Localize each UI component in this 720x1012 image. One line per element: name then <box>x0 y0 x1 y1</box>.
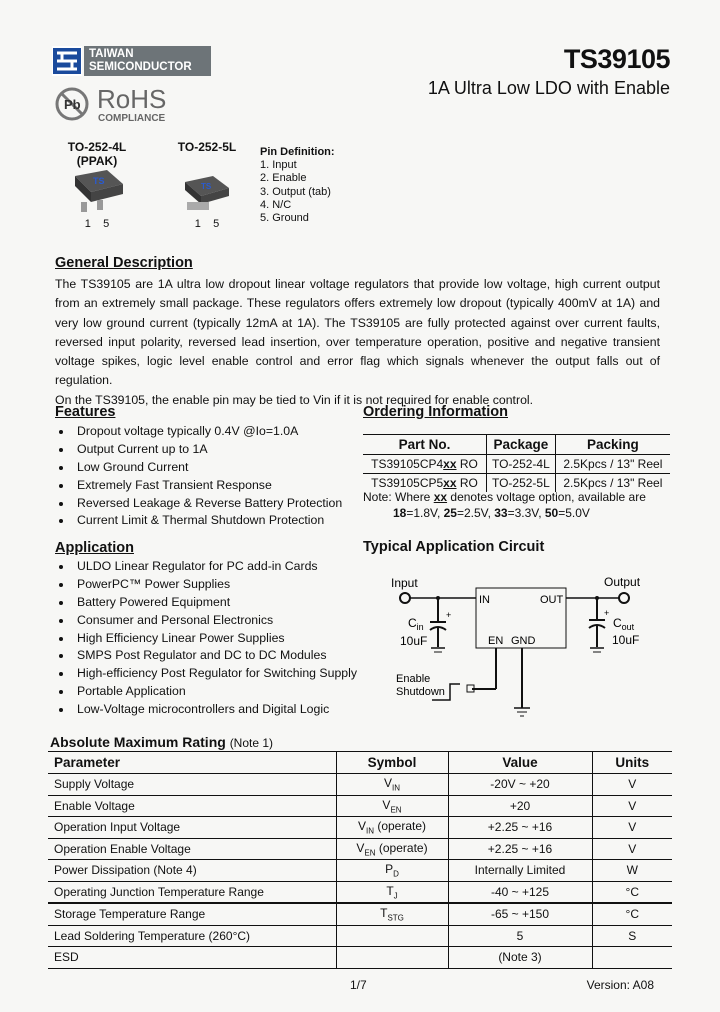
chip-image-icon <box>67 168 127 214</box>
rohs-badge <box>55 84 175 129</box>
package-to252-4l: TO-252-4L (PPAK) TS 1 5 <box>67 140 127 230</box>
ordering-heading: Ordering Information <box>363 404 508 420</box>
svg-text:Output: Output <box>604 575 641 589</box>
list-item: High-efficiency Post Regulator for Switching Supply <box>55 665 357 683</box>
table-row: TS39105CP4xx RO TO-252-4L 2.5Kpcs / 13" Reel <box>363 455 670 474</box>
svg-text:GND: GND <box>511 635 536 647</box>
ordering-note: Note: Where xx denotes voltage option, available are 18=1.8V, 25=2.5V, 33=3.3V, 50=5.0V <box>363 490 646 520</box>
svg-text:TS: TS <box>93 176 105 186</box>
svg-text:+: + <box>446 610 452 620</box>
ordering-table: Part No. Package Packing TS39105CP4xx RO TO-252-4L 2.5Kpcs / 13" Reel TS39105CP5xx RO TO-252-5L 2.5Kpcs / 13" Reel <box>363 434 670 492</box>
table-row: Supply Voltage $V_{IN}$ -20V ~ +20 V <box>48 774 672 796</box>
list-item: Current Limit & Thermal Shutdown Protection <box>55 512 342 530</box>
taiwan-semiconductor-logo-icon <box>52 46 82 76</box>
table-row: Lead Soldering Temperature (260°C) 5 S <box>48 925 672 947</box>
table-row: Power Dissipation (Note 4) $P_D$ Internally Limited W <box>48 860 672 882</box>
version: Version: A08 <box>586 978 654 992</box>
features-heading: Features <box>55 404 116 420</box>
rohs-compliance: COMPLIANCE <box>98 113 166 124</box>
general-description-text: The TS39105 are 1A ultra low dropout linear voltage regulators that provide low voltage, high current output from an extremely small package. These regulators offers extremely low dropout (typically 400mV at 1A) and very low ground current (typically 12mA at 1A). The TS39105 are fully protected against over current faults, reversed input polarity, reversed lead insertion, over temperature operation, positive and negative transient voltage spikes, logic level enable control and error flag which signals whenever the output falls out of regulation. On the TS39105, the enable pin may be tied to Vin if it is not required for enable control. <box>55 277 660 407</box>
chip-image-icon <box>177 168 237 214</box>
svg-text:EN: EN <box>488 635 504 647</box>
circuit-heading: Typical Application Circuit <box>363 539 545 555</box>
list-item: Reversed Leakage & Reverse Battery Protection <box>55 495 342 513</box>
pin-definition: Pin Definition: 1. Input 2. Enable 3. Output (tab) 4. N/C 5. Ground <box>260 146 335 225</box>
svg-text:10uF: 10uF <box>400 634 428 648</box>
svg-text:Shutdown: Shutdown <box>396 686 445 698</box>
table-row: Enable Voltage $V_{EN}$ +20 V <box>48 795 672 817</box>
part-subtitle: 1A Ultra Low LDO with Enable <box>427 78 670 98</box>
list-item: Output Current up to 1A <box>55 441 342 459</box>
table-row: Operating Junction Temperature Range $T_J$ -40 ~ +125 °C <box>48 881 672 903</box>
features-list <box>55 423 342 530</box>
list-item: High Efficiency Linear Power Supplies <box>55 630 357 648</box>
list-item: Low Ground Current <box>55 459 342 477</box>
list-item: Low-Voltage microcontrollers and Digital Logic <box>55 701 357 719</box>
svg-text:OUT: OUT <box>540 594 564 606</box>
abs-max-heading: Absolute Maximum Rating (Note 1) <box>50 734 274 750</box>
svg-text:+: + <box>604 608 610 618</box>
application-circuit-diagram <box>360 560 680 730</box>
list-item: Portable Application <box>55 683 357 701</box>
package-to252-5l: TO-252-5L TS 1 5 <box>177 140 237 230</box>
list-item: SMPS Post Regulator and DC to DC Modules <box>55 647 357 665</box>
table-row: ESD (Note 3) <box>48 947 672 969</box>
company-name: TAIWAN SEMICONDUCTOR <box>84 46 211 76</box>
table-row: TS39105CP5xx RO TO-252-5L 2.5Kpcs / 13" Reel <box>363 474 670 493</box>
svg-text:IN: IN <box>479 594 490 606</box>
rohs-text: RoHS <box>97 84 167 114</box>
application-list <box>55 558 357 719</box>
svg-text:Cout: $C_{out}$ <box>613 616 635 632</box>
svg-text:TS: TS <box>201 182 212 191</box>
svg-text:Cin: $C_{in}$ <box>408 616 424 632</box>
application-heading: Application <box>55 540 134 556</box>
list-item: Battery Powered Equipment <box>55 594 357 612</box>
table-row: Operation Input Voltage $V_{IN}$ (operate) +2.25 ~ +16 V <box>48 817 672 839</box>
list-item: ULDO Linear Regulator for PC add-in Cards <box>55 558 357 576</box>
list-item: Consumer and Personal Electronics <box>55 612 357 630</box>
pb-text: Pb <box>64 97 81 112</box>
list-item: Extremely Fast Transient Response <box>55 477 342 495</box>
page-number: 1/7 <box>350 978 367 992</box>
table-row: Storage Temperature Range $T_{STG}$ -65 ~ +150 °C <box>48 903 672 925</box>
list-item: Dropout voltage typically 0.4V @Io=1.0A <box>55 423 342 441</box>
svg-text:10uF: 10uF <box>612 633 640 647</box>
svg-text:Input: Input <box>391 576 418 590</box>
abs-max-table: Parameter Symbol Value Units Supply Voltage $V_{IN}$ -20V ~ +20 V Enable Voltage $V_{EN}$ +20 V Operation Input Voltage $V_{IN}$ (operate) +2.25 ~ +16 V Operation Enable Voltage $V_{EN}$ (operate) +2.25 ~ +16 V Power Dissipation (Note 4) $P_D$ Internally Limited W Operating Junction Temperature Range $T_J$ -40 ~ +125 °C Storage Temperature Range $T_{STG}$ -65 ~ +150 °C Lead Soldering Temperature (260°C) 5 S ESD (Note 3) <box>48 751 672 969</box>
part-number-title: TS39105 <box>563 44 670 74</box>
list-item: PowerPC™ Power Supplies <box>55 576 357 594</box>
general-description-heading: General Description <box>55 255 193 271</box>
svg-text:Enable: Enable <box>396 673 431 685</box>
table-row: Operation Enable Voltage $V_{EN}$ (operate) +2.25 ~ +16 V <box>48 838 672 860</box>
